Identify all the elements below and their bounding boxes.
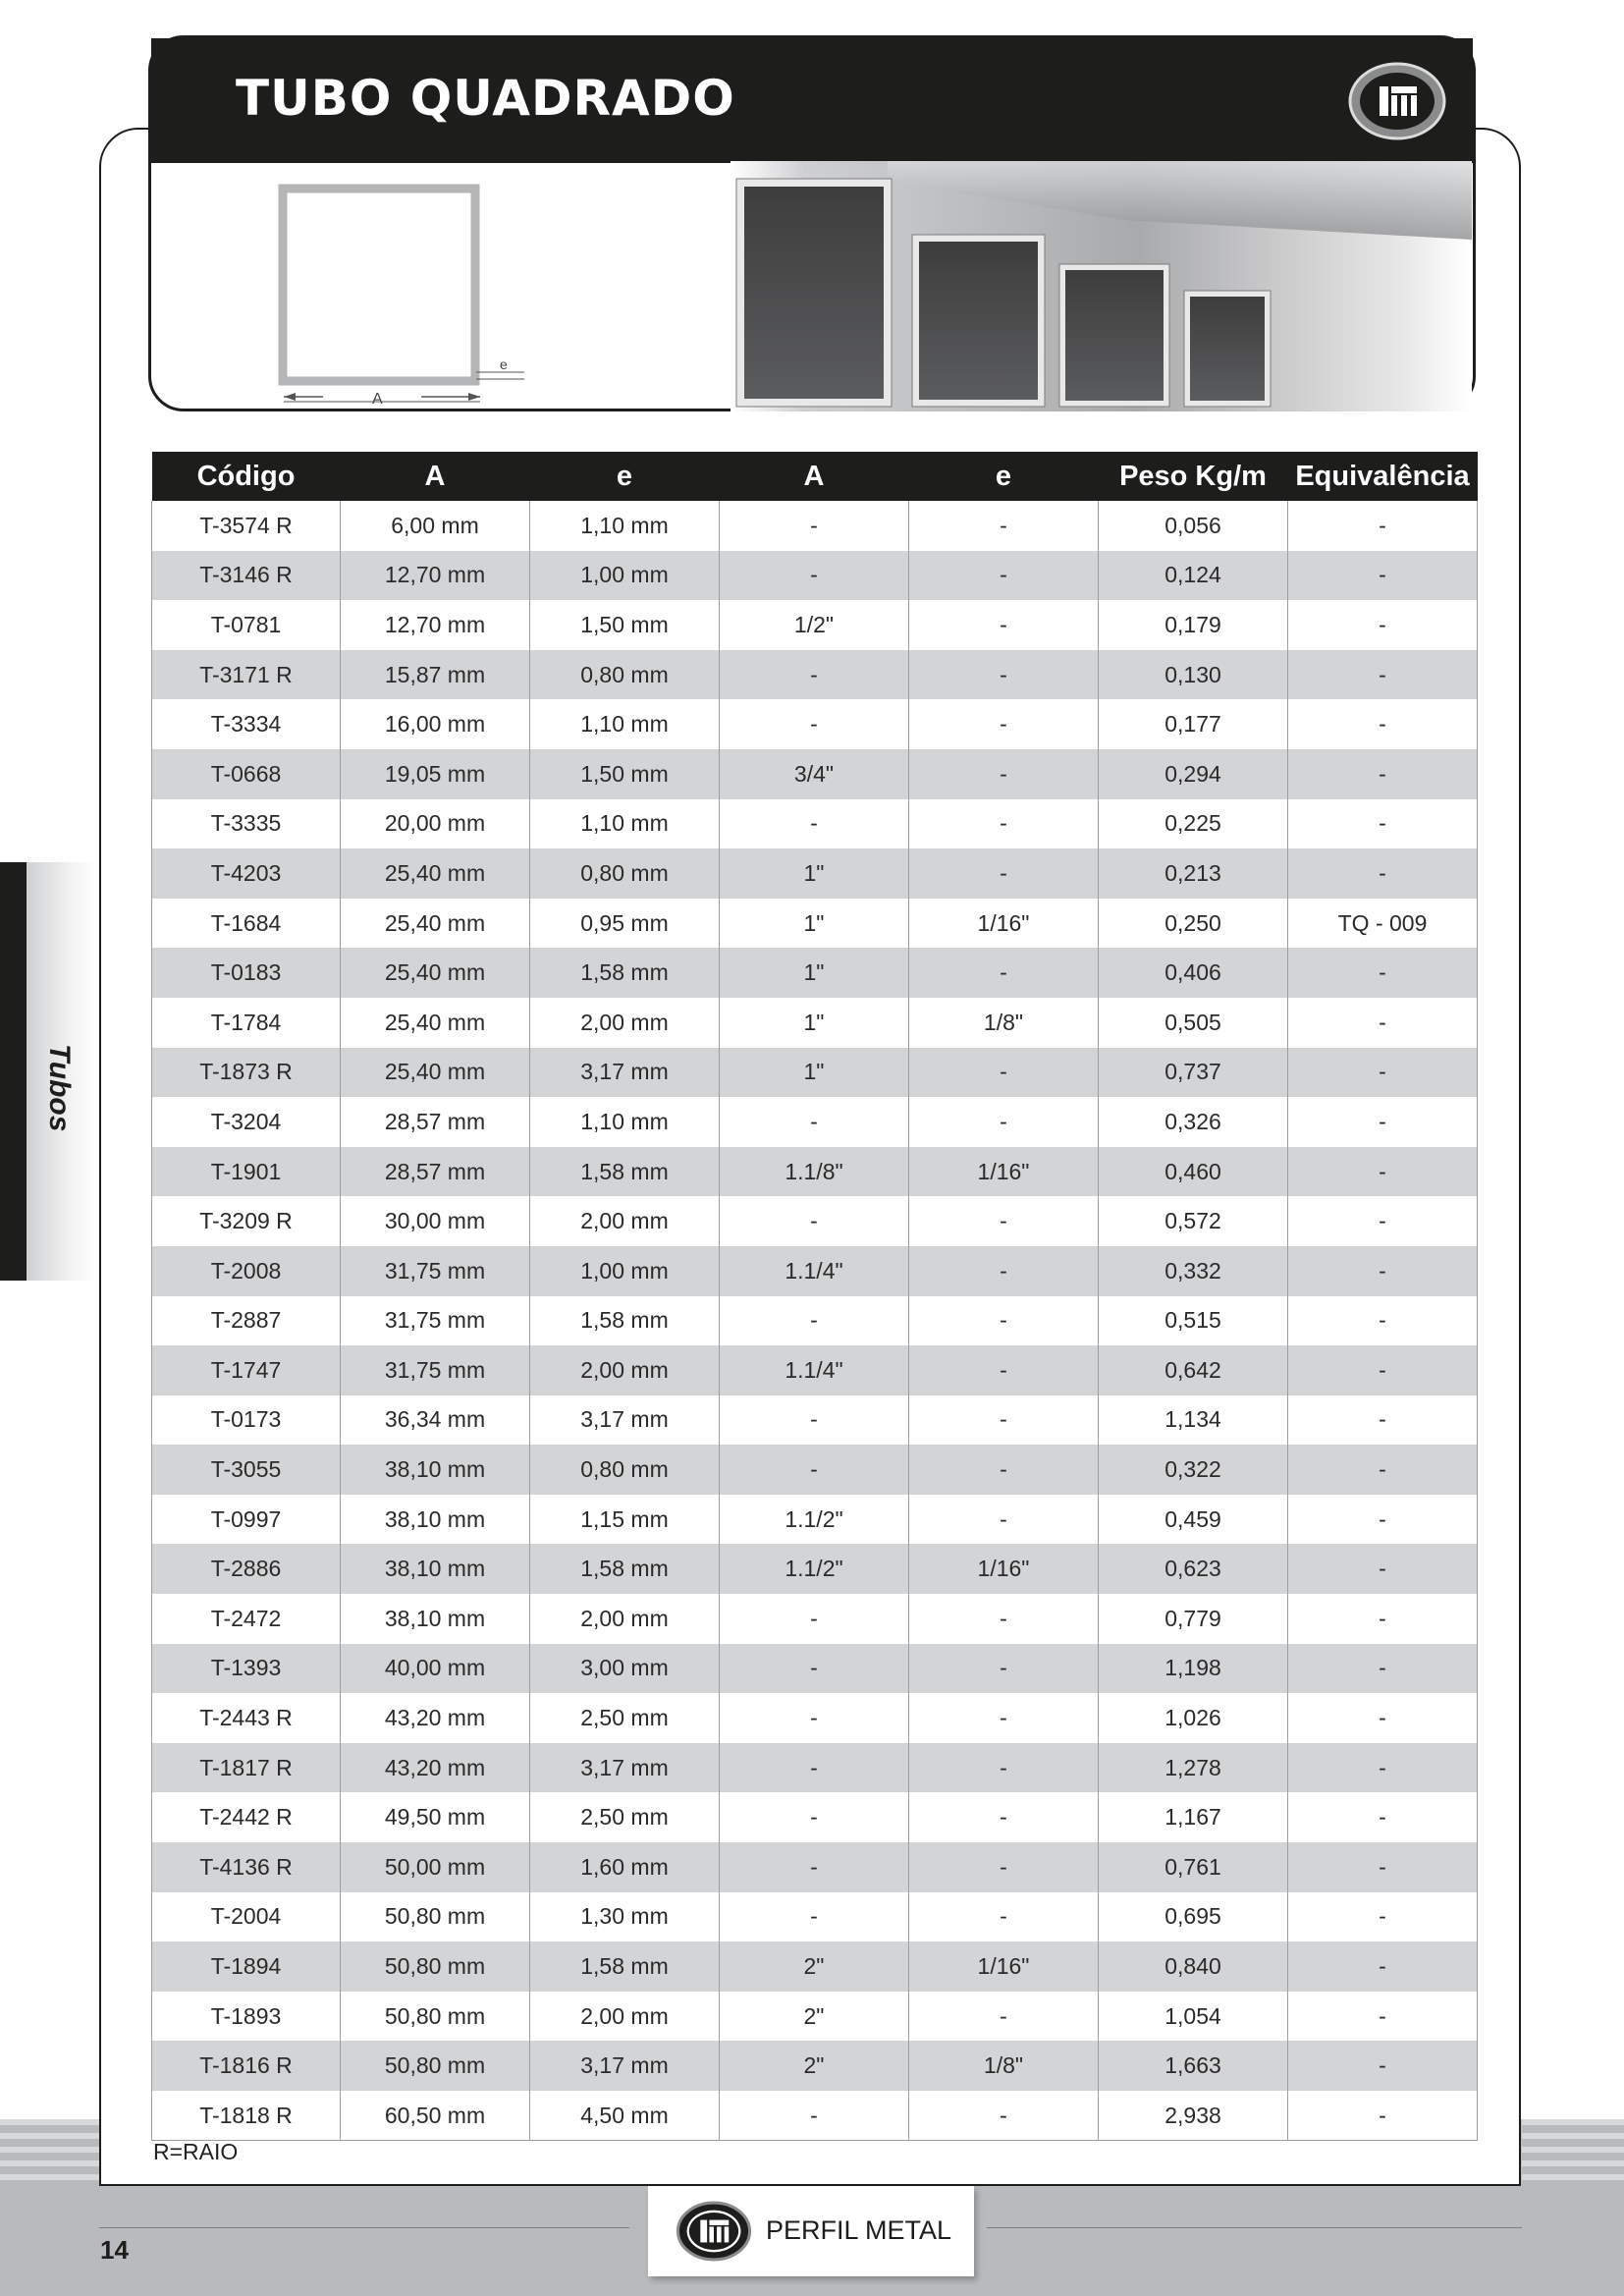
cell-a-mm: 50,80 mm [341,2041,530,2091]
cell-equivalencia: - [1288,1594,1478,1644]
cell-equivalencia: - [1288,1644,1478,1694]
cell-a-inch: 2" [720,1992,909,2042]
cell-a-mm: 19,05 mm [341,749,530,799]
cell-a-inch: - [720,1395,909,1446]
cell-codigo: T-2472 [152,1594,341,1644]
table-row [152,799,1478,849]
cell-codigo: T-1747 [152,1345,341,1395]
cell-codigo: T-2887 [152,1296,341,1346]
cell-equivalencia: - [1288,749,1478,799]
cell-a-inch: - [720,1594,909,1644]
cell-codigo: T-2442 R [152,1792,341,1842]
cell-e-mm: 2,50 mm [530,1792,720,1842]
cell-equivalencia: - [1288,1693,1478,1743]
cell-a-inch: - [720,1097,909,1147]
cell-e-inch: - [909,600,1099,650]
cell-peso: 0,515 [1099,1296,1288,1346]
cell-e-mm: 0,95 mm [530,899,720,949]
cell-e-mm: 3,17 mm [530,1395,720,1446]
cell-equivalencia: - [1288,699,1478,749]
cell-codigo: T-2443 R [152,1693,341,1743]
cell-equivalencia: - [1288,1992,1478,2042]
table-row [152,1395,1478,1446]
cell-e-inch: - [909,551,1099,601]
cell-peso: 0,642 [1099,1345,1288,1395]
cell-a-mm: 31,75 mm [341,1296,530,1346]
cell-equivalencia: - [1288,1495,1478,1545]
cell-equivalencia: - [1288,1048,1478,1098]
table-header-row [152,452,1478,501]
cell-a-mm: 38,10 mm [341,1495,530,1545]
decorative-stripes-right [1522,2119,1624,2188]
cell-equivalencia: - [1288,1544,1478,1594]
table-row [152,1147,1478,1197]
cell-e-mm: 1,15 mm [530,1495,720,1545]
cell-a-inch: - [720,1842,909,1892]
cell-codigo: T-3574 R [152,501,341,551]
cell-peso: 0,761 [1099,1842,1288,1892]
cell-codigo: T-2004 [152,1892,341,1942]
table-row [152,848,1478,899]
cell-e-inch: - [909,1495,1099,1545]
table-row [152,1892,1478,1942]
cell-e-mm: 1,50 mm [530,749,720,799]
cell-peso: 0,294 [1099,749,1288,799]
cell-a-inch: 1.1/8" [720,1147,909,1197]
cell-a-inch: 1" [720,948,909,998]
cell-e-mm: 1,10 mm [530,699,720,749]
cell-a-mm: 31,75 mm [341,1246,530,1296]
header-card [148,35,1476,411]
cell-peso: 2,938 [1099,2091,1288,2141]
cell-a-mm: 28,57 mm [341,1097,530,1147]
table-row [152,501,1478,551]
cell-e-mm: 2,00 mm [530,1345,720,1395]
cell-e-mm: 1,10 mm [530,501,720,551]
cell-a-mm: 50,00 mm [341,1842,530,1892]
cell-codigo: T-0781 [152,600,341,650]
cell-a-inch: 1/2" [720,600,909,650]
table-row [152,1693,1478,1743]
cell-codigo: T-2008 [152,1246,341,1296]
table-row [152,948,1478,998]
spec-table [151,452,1478,2141]
cell-e-inch: - [909,1594,1099,1644]
cell-e-inch: 1/16" [909,899,1099,949]
cell-a-inch: - [720,1644,909,1694]
cell-equivalencia: - [1288,1296,1478,1346]
table-row [152,2091,1478,2141]
cell-equivalencia: - [1288,1246,1478,1296]
cell-e-mm: 1,00 mm [530,551,720,601]
table-row [152,1544,1478,1594]
square-profile-outline [283,189,475,381]
cell-a-inch: 2" [720,2041,909,2091]
cell-e-mm: 1,60 mm [530,1842,720,1892]
cell-a-inch: - [720,501,909,551]
table-row [152,650,1478,700]
cell-codigo: T-1894 [152,1941,341,1992]
cell-codigo: T-0668 [152,749,341,799]
cell-a-mm: 15,87 mm [341,650,530,700]
cell-equivalencia: - [1288,1892,1478,1942]
cell-peso: 0,177 [1099,699,1288,749]
cell-peso: 0,840 [1099,1941,1288,1992]
cell-equivalencia: - [1288,600,1478,650]
table-row [152,1345,1478,1395]
table-row [152,2041,1478,2091]
cell-e-inch: - [909,1992,1099,2042]
table-row [152,1246,1478,1296]
cell-a-inch: 1" [720,899,909,949]
cross-section-diagram [274,181,549,408]
cell-codigo: T-1893 [152,1992,341,2042]
cell-codigo: T-3146 R [152,551,341,601]
cell-codigo: T-3204 [152,1097,341,1147]
cell-a-inch: 1.1/2" [720,1495,909,1545]
cell-codigo: T-4136 R [152,1842,341,1892]
cell-peso: 1,663 [1099,2041,1288,2091]
table-row [152,1495,1478,1545]
cell-equivalencia: - [1288,1097,1478,1147]
cell-a-inch: 1.1/2" [720,1544,909,1594]
cell-e-inch: - [909,699,1099,749]
table-row [152,1097,1478,1147]
table-row [152,1941,1478,1992]
cell-e-mm: 1,30 mm [530,1892,720,1942]
table-row [152,600,1478,650]
table-row [152,1792,1478,1842]
cell-a-inch: - [720,1892,909,1942]
cell-peso: 0,695 [1099,1892,1288,1942]
cell-a-mm: 43,20 mm [341,1693,530,1743]
side-tab-bar [0,862,27,1281]
cell-e-mm: 1,10 mm [530,1097,720,1147]
cell-codigo: T-1901 [152,1147,341,1197]
cell-a-inch: 1.1/4" [720,1246,909,1296]
cell-e-inch: - [909,1445,1099,1495]
cell-e-mm: 1,10 mm [530,799,720,849]
table-row [152,1743,1478,1793]
cell-e-mm: 2,00 mm [530,1594,720,1644]
cell-a-inch: 1.1/4" [720,1345,909,1395]
cell-a-inch: - [720,1693,909,1743]
cell-a-mm: 25,40 mm [341,899,530,949]
cell-a-inch: 1" [720,998,909,1048]
column-header-equivalencia: Equivalência [1288,452,1478,501]
footer-divider-left [99,2227,629,2228]
cell-codigo: T-3335 [152,799,341,849]
cell-peso: 1,198 [1099,1644,1288,1694]
dimension-e-label: e [500,356,508,372]
cell-e-mm: 2,00 mm [530,998,720,1048]
cell-equivalencia: - [1288,1941,1478,1992]
cell-e-inch: 1/16" [909,1544,1099,1594]
cell-a-mm: 49,50 mm [341,1792,530,1842]
cell-e-inch: - [909,1395,1099,1446]
cell-e-mm: 1,58 mm [530,948,720,998]
cell-peso: 0,572 [1099,1196,1288,1246]
cell-a-inch: 2" [720,1941,909,1992]
cell-a-mm: 30,00 mm [341,1196,530,1246]
dimension-a-label: A [372,391,383,408]
column-header-e-mm: e [530,452,720,501]
column-header-peso: Peso Kg/m [1099,452,1288,501]
footer-brand-name: PERFIL METAL [766,2215,952,2245]
column-header-codigo: Código [152,452,341,501]
cell-equivalencia: - [1288,1445,1478,1495]
cell-a-inch: - [720,799,909,849]
cell-equivalencia: - [1288,1395,1478,1446]
cell-peso: 0,056 [1099,501,1288,551]
cell-equivalencia: - [1288,1345,1478,1395]
cell-e-inch: - [909,1246,1099,1296]
cell-a-mm: 43,20 mm [341,1743,530,1793]
footer-brand-box [648,2186,974,2276]
table-row [152,899,1478,949]
table-row [152,1594,1478,1644]
cell-equivalencia: - [1288,998,1478,1048]
side-tab-label: Tubos [43,1044,76,1132]
cell-a-mm: 36,34 mm [341,1395,530,1446]
cell-peso: 0,460 [1099,1147,1288,1197]
column-header-a-inch: A [720,452,909,501]
cell-equivalencia: - [1288,650,1478,700]
cell-peso: 1,026 [1099,1693,1288,1743]
cell-peso: 0,225 [1099,799,1288,849]
table-row [152,1992,1478,2042]
cell-a-mm: 38,10 mm [341,1544,530,1594]
cell-a-mm: 31,75 mm [341,1345,530,1395]
cell-a-mm: 38,10 mm [341,1594,530,1644]
cell-peso: 0,130 [1099,650,1288,700]
cell-e-inch: - [909,650,1099,700]
cell-codigo: T-1393 [152,1644,341,1694]
cell-a-mm: 25,40 mm [341,1048,530,1098]
cell-equivalencia: - [1288,2091,1478,2141]
cell-e-mm: 0,80 mm [530,650,720,700]
cell-a-mm: 28,57 mm [341,1147,530,1197]
cell-peso: 0,213 [1099,848,1288,899]
cell-e-inch: - [909,1842,1099,1892]
cell-codigo: T-2886 [152,1544,341,1594]
cell-codigo: T-3055 [152,1445,341,1495]
table-row [152,998,1478,1048]
table-row [152,551,1478,601]
cell-a-inch: 1" [720,848,909,899]
cell-equivalencia: - [1288,799,1478,849]
cell-codigo: T-1816 R [152,2041,341,2091]
table-row [152,1048,1478,1098]
cell-a-mm: 12,70 mm [341,551,530,601]
cell-e-inch: - [909,799,1099,849]
cell-e-inch: - [909,1048,1099,1098]
cell-a-mm: 6,00 mm [341,501,530,551]
cell-peso: 0,779 [1099,1594,1288,1644]
cell-a-mm: 50,80 mm [341,1992,530,2042]
cell-e-mm: 0,80 mm [530,1445,720,1495]
cell-e-mm: 1,58 mm [530,1147,720,1197]
table-row [152,1644,1478,1694]
cell-peso: 0,326 [1099,1097,1288,1147]
footer-divider-right [987,2227,1522,2228]
cell-a-inch: - [720,2091,909,2141]
table-row [152,1196,1478,1246]
cell-e-inch: - [909,1644,1099,1694]
cell-a-mm: 12,70 mm [341,600,530,650]
side-tab[interactable] [0,862,98,1281]
cell-e-inch: - [909,501,1099,551]
cell-e-inch: - [909,1892,1099,1942]
cell-e-mm: 3,17 mm [530,1743,720,1793]
cell-a-inch: 3/4" [720,749,909,799]
cell-codigo: T-0173 [152,1395,341,1446]
cell-e-inch: - [909,2091,1099,2141]
cell-e-inch: 1/8" [909,2041,1099,2091]
cell-a-mm: 20,00 mm [341,799,530,849]
cell-e-mm: 2,50 mm [530,1693,720,1743]
cell-e-mm: 0,80 mm [530,848,720,899]
cell-peso: 0,332 [1099,1246,1288,1296]
cell-equivalencia: - [1288,848,1478,899]
cell-equivalencia: TQ - 009 [1288,899,1478,949]
cell-peso: 0,250 [1099,899,1288,949]
cell-a-mm: 40,00 mm [341,1644,530,1694]
cell-e-inch: - [909,1345,1099,1395]
cell-a-inch: - [720,1445,909,1495]
footer-logo-icon [676,2200,752,2263]
cell-e-mm: 4,50 mm [530,2091,720,2141]
cell-codigo: T-0997 [152,1495,341,1545]
cell-e-mm: 2,00 mm [530,1196,720,1246]
table-row [152,749,1478,799]
cell-peso: 0,179 [1099,600,1288,650]
cell-e-inch: 1/16" [909,1941,1099,1992]
cell-peso: 0,737 [1099,1048,1288,1098]
cell-e-mm: 1,58 mm [530,1296,720,1346]
cell-e-inch: - [909,1296,1099,1346]
cell-e-mm: 3,00 mm [530,1644,720,1694]
column-header-a-mm: A [341,452,530,501]
cell-equivalencia: - [1288,501,1478,551]
cell-codigo: T-1873 R [152,1048,341,1098]
cell-a-inch: 1" [720,1048,909,1098]
cell-a-inch: - [720,1196,909,1246]
table-row [152,1296,1478,1346]
cell-peso: 0,322 [1099,1445,1288,1495]
cell-peso: 1,167 [1099,1792,1288,1842]
cell-e-inch: 1/8" [909,998,1099,1048]
cell-e-inch: - [909,1097,1099,1147]
cell-a-mm: 25,40 mm [341,948,530,998]
table-body [152,501,1478,2141]
table-row [152,1445,1478,1495]
cell-a-mm: 50,80 mm [341,1892,530,1942]
cell-peso: 1,134 [1099,1395,1288,1446]
footnote-raio: R=RAIO [153,2139,239,2164]
cell-equivalencia: - [1288,2041,1478,2091]
cell-e-mm: 1,58 mm [530,1941,720,1992]
cell-a-mm: 25,40 mm [341,848,530,899]
cell-peso: 0,623 [1099,1544,1288,1594]
cell-e-inch: - [909,848,1099,899]
cell-equivalencia: - [1288,1743,1478,1793]
cell-codigo: T-3334 [152,699,341,749]
cell-a-mm: 50,80 mm [341,1941,530,1992]
cell-peso: 0,406 [1099,948,1288,998]
cell-codigo: T-3209 R [152,1196,341,1246]
cell-peso: 0,459 [1099,1495,1288,1545]
table-row [152,1842,1478,1892]
cell-e-inch: - [909,1196,1099,1246]
page-number: 14 [100,2235,129,2265]
cell-e-inch: - [909,1743,1099,1793]
cell-peso: 0,505 [1099,998,1288,1048]
cell-a-mm: 60,50 mm [341,2091,530,2141]
cell-e-inch: - [909,1693,1099,1743]
cell-codigo: T-1817 R [152,1743,341,1793]
cell-e-inch: 1/16" [909,1147,1099,1197]
table-row [152,699,1478,749]
cell-e-mm: 3,17 mm [530,2041,720,2091]
cell-a-mm: 16,00 mm [341,699,530,749]
cell-peso: 0,124 [1099,551,1288,601]
cell-e-mm: 3,17 mm [530,1048,720,1098]
cell-codigo: T-3171 R [152,650,341,700]
cell-a-inch: - [720,1792,909,1842]
cell-codigo: T-1684 [152,899,341,949]
cell-a-mm: 38,10 mm [341,1445,530,1495]
perfil-metal-logo-icon [1347,60,1447,142]
cell-e-mm: 1,58 mm [530,1544,720,1594]
cell-peso: 1,054 [1099,1992,1288,2042]
cell-e-mm: 1,00 mm [530,1246,720,1296]
cell-a-inch: - [720,1296,909,1346]
cell-equivalencia: - [1288,551,1478,601]
cell-equivalencia: - [1288,1196,1478,1246]
decorative-stripes-left [0,2119,100,2188]
cell-codigo: T-1784 [152,998,341,1048]
cell-codigo: T-4203 [152,848,341,899]
cell-e-mm: 1,50 mm [530,600,720,650]
cell-codigo: T-0183 [152,948,341,998]
cell-a-inch: - [720,650,909,700]
cell-e-mm: 2,00 mm [530,1992,720,2042]
cell-equivalencia: - [1288,1147,1478,1197]
cell-equivalencia: - [1288,948,1478,998]
cell-a-inch: - [720,551,909,601]
cell-equivalencia: - [1288,1842,1478,1892]
cell-e-inch: - [909,1792,1099,1842]
cell-e-inch: - [909,948,1099,998]
cell-equivalencia: - [1288,1792,1478,1842]
cell-a-inch: - [720,699,909,749]
cell-e-inch: - [909,749,1099,799]
page-title: TUBO QUADRADO [236,70,735,127]
cell-a-mm: 25,40 mm [341,998,530,1048]
column-header-e-inch: e [909,452,1099,501]
cell-peso: 1,278 [1099,1743,1288,1793]
cell-codigo: T-1818 R [152,2091,341,2141]
cell-a-inch: - [720,1743,909,1793]
tubes-product-image [731,161,1472,411]
